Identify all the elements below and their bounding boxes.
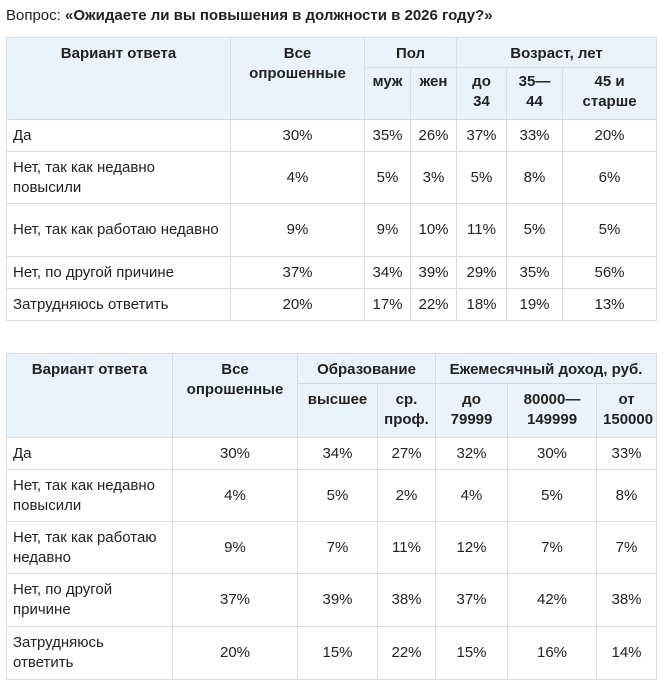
- cell: 37%: [436, 574, 508, 627]
- cell: 4%: [173, 470, 298, 522]
- cell: 4%: [436, 470, 508, 522]
- cell: 30%: [508, 438, 597, 470]
- header-income-mid: 80000—149999: [508, 384, 597, 438]
- cell: 9%: [173, 522, 298, 574]
- cell: 10%: [411, 204, 457, 257]
- cell: 29%: [457, 257, 507, 289]
- table-row: [7, 438, 657, 470]
- cell: 35%: [507, 257, 563, 289]
- cell: 22%: [411, 289, 457, 321]
- row-label: Затрудняюсь ответить: [7, 627, 173, 680]
- cell: 5%: [563, 204, 657, 257]
- row-label: Да: [7, 120, 231, 152]
- header-variant: Вариант ответа: [7, 38, 231, 120]
- cell: 35%: [365, 120, 411, 152]
- cell: 5%: [365, 152, 411, 204]
- header-female: жен: [411, 68, 457, 120]
- header-variant: Вариант ответа: [7, 354, 173, 438]
- cell: 56%: [563, 257, 657, 289]
- cell: 15%: [298, 627, 378, 680]
- header-age-45-plus: 45 и старше: [563, 68, 657, 120]
- header-all: Все опрошенные: [173, 354, 298, 438]
- question-prefix: Вопрос:: [6, 7, 65, 24]
- cell: 3%: [411, 152, 457, 204]
- cell: 13%: [563, 289, 657, 321]
- cell: 11%: [378, 522, 436, 574]
- cell: 5%: [508, 470, 597, 522]
- cell: 37%: [457, 120, 507, 152]
- cell: 33%: [507, 120, 563, 152]
- cell: 5%: [298, 470, 378, 522]
- header-all: Все опрошенные: [231, 38, 365, 120]
- cell: 37%: [231, 257, 365, 289]
- cell: 39%: [411, 257, 457, 289]
- row-label: Нет, так как работаю недавно: [7, 204, 231, 257]
- cell: 32%: [436, 438, 508, 470]
- row-label: Нет, так как недавно повысили: [7, 152, 231, 204]
- cell: 4%: [231, 152, 365, 204]
- cell: 7%: [298, 522, 378, 574]
- cell: 9%: [231, 204, 365, 257]
- cell: 5%: [507, 204, 563, 257]
- cell: 34%: [298, 438, 378, 470]
- cell: 5%: [457, 152, 507, 204]
- table-row: [7, 204, 657, 257]
- row-label: Нет, так как работаю недавно: [7, 522, 173, 574]
- header-age: Возраст, лет: [457, 38, 657, 68]
- table-row: [7, 289, 657, 321]
- cell: 37%: [173, 574, 298, 627]
- cell: 33%: [597, 438, 657, 470]
- header-age-under-34: до 34: [457, 68, 507, 120]
- cell: 9%: [365, 204, 411, 257]
- header-income-high: от 150000: [597, 384, 657, 438]
- row-label: Нет, так как недавно повысили: [7, 470, 173, 522]
- cell: 15%: [436, 627, 508, 680]
- table-row: [7, 574, 657, 627]
- question-text: «Ожидаете ли вы повышения в должности в 2026 году?»: [65, 7, 493, 24]
- table-education-income: [6, 353, 657, 680]
- cell: 30%: [173, 438, 298, 470]
- row-label: Нет, по другой причине: [7, 257, 231, 289]
- row-label: Нет, по другой причине: [7, 574, 173, 627]
- header-higher-education: высшее: [298, 384, 378, 438]
- cell: 8%: [597, 470, 657, 522]
- cell: 19%: [507, 289, 563, 321]
- cell: 16%: [508, 627, 597, 680]
- cell: 11%: [457, 204, 507, 257]
- cell: 6%: [563, 152, 657, 204]
- cell: 7%: [597, 522, 657, 574]
- cell: 18%: [457, 289, 507, 321]
- row-label: Затрудняюсь ответить: [7, 289, 231, 321]
- cell: 38%: [378, 574, 436, 627]
- cell: 22%: [378, 627, 436, 680]
- cell: 27%: [378, 438, 436, 470]
- header-sex: Пол: [365, 38, 457, 68]
- header-male: муж: [365, 68, 411, 120]
- cell: 26%: [411, 120, 457, 152]
- table-row: [7, 120, 657, 152]
- cell: 14%: [597, 627, 657, 680]
- cell: 17%: [365, 289, 411, 321]
- table-row: [7, 152, 657, 204]
- cell: 39%: [298, 574, 378, 627]
- question: [6, 6, 493, 26]
- cell: 30%: [231, 120, 365, 152]
- header-vocational: ср. проф.: [378, 384, 436, 438]
- cell: 34%: [365, 257, 411, 289]
- row-label: Да: [7, 438, 173, 470]
- cell: 38%: [597, 574, 657, 627]
- header-income-low: до 79999: [436, 384, 508, 438]
- cell: 8%: [507, 152, 563, 204]
- cell: 7%: [508, 522, 597, 574]
- table-row: [7, 470, 657, 522]
- table-sex-age: [6, 37, 657, 321]
- cell: 20%: [563, 120, 657, 152]
- table-row: [7, 627, 657, 680]
- cell: 12%: [436, 522, 508, 574]
- cell: 20%: [173, 627, 298, 680]
- cell: 42%: [508, 574, 597, 627]
- cell: 20%: [231, 289, 365, 321]
- table-row: [7, 257, 657, 289]
- table-row: [7, 522, 657, 574]
- header-education: Образование: [298, 354, 436, 384]
- cell: 2%: [378, 470, 436, 522]
- header-age-35-44: 35—44: [507, 68, 563, 120]
- header-income: Ежемесячный доход, руб.: [436, 354, 657, 384]
